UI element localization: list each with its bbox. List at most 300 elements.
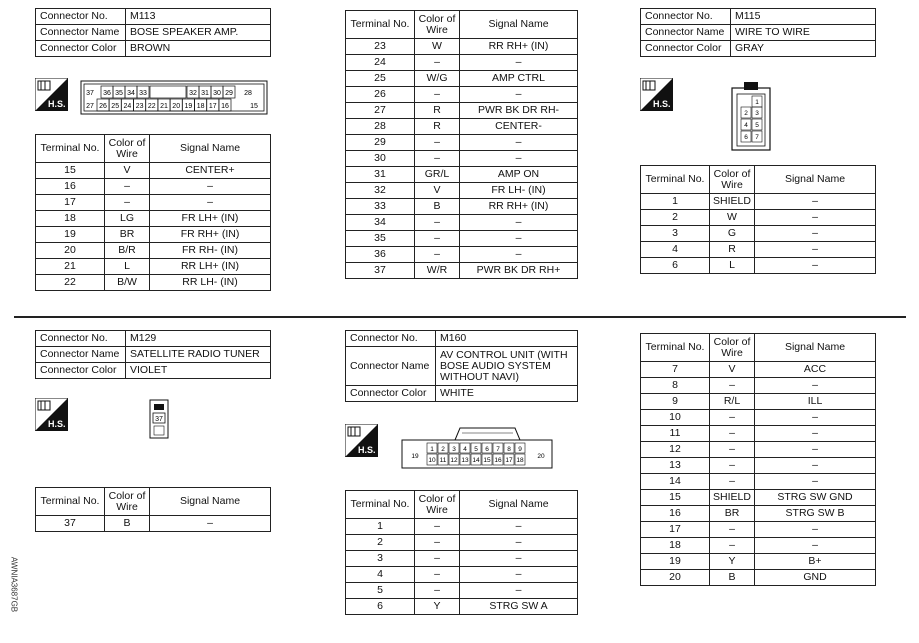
table-row	[641, 458, 876, 474]
wire-color-cell: R	[710, 242, 755, 258]
table-row	[641, 194, 876, 210]
m113-connector-name: BOSE SPEAKER AMP.	[126, 25, 271, 41]
table-row	[346, 167, 578, 183]
table-row	[641, 258, 876, 274]
pin-label: 17	[208, 103, 217, 110]
hs-harness-side-icon	[35, 78, 68, 111]
wire-color-cell: –	[415, 519, 460, 535]
wire-color-cell: –	[415, 247, 460, 263]
pin-label: 10	[428, 457, 436, 464]
header-signal-name: Signal Name	[755, 166, 876, 194]
wire-color-cell: V	[415, 183, 460, 199]
pin-label: 27	[86, 103, 94, 110]
table-row	[346, 247, 578, 263]
signal-name-cell: PWR BK DR RH+	[460, 263, 578, 279]
table-row	[346, 199, 578, 215]
label-connector-name: Connector Name	[36, 347, 126, 363]
header-signal-name: Signal Name	[755, 334, 876, 362]
wire-color-cell: –	[710, 522, 755, 538]
header-terminal-no: Terminal No.	[346, 491, 415, 519]
terminal-no-cell: 37	[346, 263, 415, 279]
header-signal-name: Signal Name	[460, 491, 578, 519]
m129-connector-name: SATELLITE RADIO TUNER	[126, 347, 271, 363]
pin-label: 34	[127, 90, 135, 97]
signal-name-cell: –	[460, 55, 578, 71]
label-connector-color: Connector Color	[36, 41, 126, 57]
pin-label: 20	[537, 453, 545, 460]
svg-text:H.S.: H.S.	[48, 419, 66, 429]
pin-label: 22	[147, 103, 156, 110]
signal-name-cell: –	[755, 242, 876, 258]
terminal-no-cell: 31	[346, 167, 415, 183]
terminal-no-cell: 15	[36, 163, 105, 179]
header-terminal-no: Terminal No.	[641, 166, 710, 194]
table-row	[346, 215, 578, 231]
wire-color-cell: W	[415, 39, 460, 55]
table-row	[346, 135, 578, 151]
table-row	[36, 179, 271, 195]
label-connector-no: Connector No.	[346, 331, 436, 347]
pin-label: 9	[518, 446, 522, 453]
wire-color-cell: BR	[105, 227, 150, 243]
label-connector-no: Connector No.	[641, 9, 731, 25]
terminal-no-cell: 19	[641, 554, 710, 570]
terminal-no-cell: 9	[641, 394, 710, 410]
terminal-no-cell: 22	[36, 275, 105, 291]
m113-connector-face	[80, 80, 270, 116]
table-row	[641, 442, 876, 458]
table-row	[346, 599, 578, 615]
signal-name-cell: RR RH+ (IN)	[460, 199, 578, 215]
signal-name-cell: STRG SW B	[755, 506, 876, 522]
terminal-no-cell: 28	[346, 119, 415, 135]
pin-label: 5	[755, 122, 759, 129]
svg-text:H.S.: H.S.	[653, 99, 671, 109]
pin-label: 21	[160, 103, 168, 110]
m115-connector-name: WIRE TO WIRE	[731, 25, 876, 41]
terminal-no-cell: 21	[36, 259, 105, 275]
pin-label: 37	[155, 416, 163, 423]
pin-label: 7	[755, 134, 759, 141]
wire-color-cell: Y	[415, 599, 460, 615]
header-color-of-wire: Color of Wire	[710, 166, 755, 194]
wire-color-cell: W	[710, 210, 755, 226]
wire-color-cell: –	[415, 535, 460, 551]
signal-name-cell: B+	[755, 554, 876, 570]
wire-color-cell: Y	[710, 554, 755, 570]
wire-color-cell: –	[415, 583, 460, 599]
header-terminal-no: Terminal No.	[641, 334, 710, 362]
pin-label: 12	[450, 457, 458, 464]
pin-label: 35	[115, 90, 123, 97]
table-row	[346, 583, 578, 599]
header-terminal-no: Terminal No.	[346, 11, 415, 39]
pin-label: 32	[189, 90, 197, 97]
pin-label: 1	[755, 99, 759, 106]
terminal-no-cell: 12	[641, 442, 710, 458]
m160-connector-color: WHITE	[436, 386, 578, 402]
header-color-of-wire: Color of Wire	[105, 135, 150, 163]
table-row	[641, 410, 876, 426]
terminal-no-cell: 26	[346, 87, 415, 103]
pin-label: 20	[172, 103, 181, 110]
terminal-no-cell: 13	[641, 458, 710, 474]
pin-label: 8	[507, 446, 511, 453]
terminal-no-cell: 3	[641, 226, 710, 242]
pin-label: 28	[244, 90, 252, 97]
pin-label: 15	[483, 457, 491, 464]
table-row	[36, 211, 271, 227]
terminal-no-cell: 2	[641, 210, 710, 226]
signal-name-cell: –	[460, 247, 578, 263]
m115-terminal-table	[640, 165, 876, 274]
terminal-no-cell: 25	[346, 71, 415, 87]
pin-label: 14	[472, 457, 480, 464]
header-signal-name: Signal Name	[150, 488, 271, 516]
wire-color-cell: –	[105, 179, 150, 195]
m129-connector-no: M129	[126, 331, 271, 347]
terminal-no-cell: 37	[36, 516, 105, 532]
table-row	[346, 551, 578, 567]
label-connector-color: Connector Color	[36, 363, 126, 379]
signal-name-cell: –	[755, 378, 876, 394]
terminal-no-cell: 10	[641, 410, 710, 426]
terminal-no-cell: 33	[346, 199, 415, 215]
signal-name-cell: FR RH- (IN)	[150, 243, 271, 259]
table-row	[641, 506, 876, 522]
terminal-no-cell: 27	[346, 103, 415, 119]
pin-label: 29	[225, 90, 233, 97]
wire-color-cell: B/R	[105, 243, 150, 259]
pin-label: 30	[213, 90, 221, 97]
wire-color-cell: L	[710, 258, 755, 274]
signal-name-cell: RR LH+ (IN)	[150, 259, 271, 275]
signal-name-cell: –	[755, 474, 876, 490]
terminal-no-cell: 30	[346, 151, 415, 167]
terminal-no-cell: 1	[346, 519, 415, 535]
pin-label: 31	[201, 90, 209, 97]
signal-name-cell: –	[460, 87, 578, 103]
signal-name-cell: RR RH+ (IN)	[460, 39, 578, 55]
table-row	[641, 570, 876, 586]
table-row	[346, 183, 578, 199]
signal-name-cell: –	[755, 258, 876, 274]
signal-name-cell: –	[460, 519, 578, 535]
table-row	[346, 119, 578, 135]
m160-connector-name: AV CONTROL UNIT (WITH BOSE AUDIO SYSTEM WITHOUT NAVI)	[436, 347, 578, 386]
signal-name-cell: –	[460, 231, 578, 247]
wire-color-cell: V	[710, 362, 755, 378]
label-connector-no: Connector No.	[36, 9, 126, 25]
table-row	[641, 242, 876, 258]
header-signal-name: Signal Name	[150, 135, 271, 163]
m160-terminal-table-part1	[345, 490, 578, 615]
terminal-no-cell: 15	[641, 490, 710, 506]
signal-name-cell: GND	[755, 570, 876, 586]
table-row	[36, 227, 271, 243]
terminal-no-cell: 24	[346, 55, 415, 71]
signal-name-cell: –	[460, 551, 578, 567]
m115-connector-color: GRAY	[731, 41, 876, 57]
terminal-no-cell: 4	[346, 567, 415, 583]
signal-name-cell: AMP ON	[460, 167, 578, 183]
terminal-no-cell: 14	[641, 474, 710, 490]
signal-name-cell: –	[460, 583, 578, 599]
signal-name-cell: –	[755, 442, 876, 458]
header-terminal-no: Terminal No.	[36, 488, 105, 516]
terminal-no-cell: 17	[36, 195, 105, 211]
signal-name-cell: ILL	[755, 394, 876, 410]
wire-color-cell: B/W	[105, 275, 150, 291]
table-row	[641, 554, 876, 570]
pin-label: 6	[744, 134, 748, 141]
terminal-no-cell: 3	[346, 551, 415, 567]
pin-label: 1	[430, 446, 434, 453]
pin-label: 6	[485, 446, 489, 453]
label-connector-color: Connector Color	[641, 41, 731, 57]
wire-color-cell: BR	[710, 506, 755, 522]
signal-name-cell: –	[150, 195, 271, 211]
wire-color-cell: –	[710, 426, 755, 442]
wire-color-cell: R	[415, 119, 460, 135]
signal-name-cell: –	[755, 458, 876, 474]
table-row	[36, 516, 271, 532]
table-row	[346, 151, 578, 167]
wire-color-cell: –	[415, 215, 460, 231]
terminal-no-cell: 4	[641, 242, 710, 258]
table-row	[641, 522, 876, 538]
table-row	[641, 538, 876, 554]
m160-terminal-table-part2	[640, 333, 876, 586]
wire-color-cell: –	[415, 87, 460, 103]
table-row	[641, 490, 876, 506]
terminal-no-cell: 16	[36, 179, 105, 195]
signal-name-cell: –	[755, 426, 876, 442]
table-row	[641, 474, 876, 490]
signal-name-cell: –	[460, 215, 578, 231]
figure-id: AWNIA3687GB	[9, 556, 19, 613]
signal-name-cell: FR LH- (IN)	[460, 183, 578, 199]
wire-color-cell: V	[105, 163, 150, 179]
wire-color-cell: W/R	[415, 263, 460, 279]
wire-color-cell: –	[710, 538, 755, 554]
terminal-no-cell: 20	[36, 243, 105, 259]
wire-color-cell: –	[415, 55, 460, 71]
signal-name-cell: CENTER+	[150, 163, 271, 179]
m113-connector-color: BROWN	[126, 41, 271, 57]
signal-name-cell: FR RH+ (IN)	[150, 227, 271, 243]
m160-connector-no: M160	[436, 331, 578, 347]
table-row	[36, 195, 271, 211]
pin-label: 4	[463, 446, 467, 453]
signal-name-cell: –	[150, 179, 271, 195]
table-row	[641, 210, 876, 226]
pin-label: 26	[99, 103, 107, 110]
terminal-no-cell: 11	[641, 426, 710, 442]
signal-name-cell: STRG SW A	[460, 599, 578, 615]
wire-color-cell: SHIELD	[710, 194, 755, 210]
signal-name-cell: –	[460, 535, 578, 551]
table-row	[346, 567, 578, 583]
terminal-no-cell: 17	[641, 522, 710, 538]
pin-label: 2	[744, 110, 748, 117]
hs-harness-side-icon	[345, 424, 378, 457]
pin-label: 11	[439, 457, 447, 464]
signal-name-cell: –	[460, 135, 578, 151]
pin-label: 17	[505, 457, 513, 464]
header-color-of-wire: Color of Wire	[710, 334, 755, 362]
terminal-no-cell: 20	[641, 570, 710, 586]
signal-name-cell: CENTER-	[460, 119, 578, 135]
terminal-no-cell: 36	[346, 247, 415, 263]
table-row	[641, 226, 876, 242]
table-row	[346, 519, 578, 535]
wire-color-cell: R	[415, 103, 460, 119]
wire-color-cell: –	[415, 231, 460, 247]
table-row	[346, 87, 578, 103]
hs-harness-side-icon	[35, 398, 68, 431]
pin-label: 7	[496, 446, 500, 453]
terminal-no-cell: 1	[641, 194, 710, 210]
wire-color-cell: –	[710, 410, 755, 426]
table-row	[346, 55, 578, 71]
table-row	[346, 231, 578, 247]
terminal-no-cell: 8	[641, 378, 710, 394]
m129-terminal-table	[35, 487, 271, 532]
table-row	[641, 362, 876, 378]
signal-name-cell: –	[460, 567, 578, 583]
pin-label: 13	[461, 457, 469, 464]
header-terminal-no: Terminal No.	[36, 135, 105, 163]
m115-connector-face	[730, 80, 774, 152]
m113-connector-no: M113	[126, 9, 271, 25]
wire-color-cell: R/L	[710, 394, 755, 410]
signal-name-cell: –	[460, 151, 578, 167]
pin-label: 19	[184, 103, 193, 110]
terminal-no-cell: 6	[346, 599, 415, 615]
wire-color-cell: –	[710, 474, 755, 490]
wire-color-cell: B	[710, 570, 755, 586]
pin-label: 5	[474, 446, 478, 453]
m129-connector-face	[148, 398, 170, 440]
wire-color-cell: –	[710, 378, 755, 394]
pin-label: 37	[86, 90, 94, 97]
m129-connector-color: VIOLET	[126, 363, 271, 379]
signal-name-cell: FR LH+ (IN)	[150, 211, 271, 227]
table-row	[641, 378, 876, 394]
m113-connector-info	[35, 8, 271, 57]
terminal-no-cell: 29	[346, 135, 415, 151]
pin-label: 23	[135, 103, 144, 110]
m129-connector-info	[35, 330, 271, 379]
signal-name-cell: ACC	[755, 362, 876, 378]
table-row	[346, 263, 578, 279]
wire-color-cell: –	[415, 551, 460, 567]
table-row	[346, 103, 578, 119]
pin-label: 36	[103, 90, 111, 97]
terminal-no-cell: 18	[36, 211, 105, 227]
header-color-of-wire: Color of Wire	[105, 488, 150, 516]
pin-label: 15	[250, 103, 258, 110]
pin-label: 3	[452, 446, 456, 453]
pin-label: 18	[516, 457, 524, 464]
pin-label: 16	[221, 103, 229, 110]
wire-color-cell: –	[105, 195, 150, 211]
wire-color-cell: GR/L	[415, 167, 460, 183]
table-row	[346, 535, 578, 551]
pin-label: 4	[744, 122, 748, 129]
svg-text:H.S.: H.S.	[358, 445, 376, 455]
signal-name-cell: –	[150, 516, 271, 532]
table-row	[346, 39, 578, 55]
wire-color-cell: –	[710, 442, 755, 458]
signal-name-cell: AMP CTRL	[460, 71, 578, 87]
wire-color-cell: G	[710, 226, 755, 242]
signal-name-cell: RR LH- (IN)	[150, 275, 271, 291]
table-row	[36, 243, 271, 259]
label-connector-name: Connector Name	[346, 347, 436, 386]
terminal-no-cell: 19	[36, 227, 105, 243]
table-row	[346, 71, 578, 87]
m113-terminal-table-part1	[35, 134, 271, 291]
label-connector-name: Connector Name	[641, 25, 731, 41]
signal-name-cell: –	[755, 538, 876, 554]
pin-label: 16	[494, 457, 502, 464]
header-signal-name: Signal Name	[460, 11, 578, 39]
signal-name-cell: –	[755, 210, 876, 226]
wire-color-cell: –	[415, 135, 460, 151]
terminal-no-cell: 32	[346, 183, 415, 199]
wire-color-cell: W/G	[415, 71, 460, 87]
pin-label: 3	[755, 110, 759, 117]
label-connector-color: Connector Color	[346, 386, 436, 402]
table-row	[641, 426, 876, 442]
terminal-no-cell: 35	[346, 231, 415, 247]
wire-color-cell: B	[415, 199, 460, 215]
table-row	[36, 259, 271, 275]
signal-name-cell: –	[755, 410, 876, 426]
pin-label: 18	[196, 103, 205, 110]
m160-connector-face	[400, 424, 560, 470]
table-row	[36, 163, 271, 179]
wire-color-cell: B	[105, 516, 150, 532]
pin-label: 2	[441, 446, 445, 453]
signal-name-cell: –	[755, 194, 876, 210]
terminal-no-cell: 23	[346, 39, 415, 55]
label-connector-no: Connector No.	[36, 331, 126, 347]
table-row	[36, 275, 271, 291]
wire-color-cell: LG	[105, 211, 150, 227]
header-color-of-wire: Color of Wire	[415, 11, 460, 39]
terminal-no-cell: 34	[346, 215, 415, 231]
svg-text:H.S.: H.S.	[48, 99, 66, 109]
wire-color-cell: –	[415, 151, 460, 167]
terminal-no-cell: 7	[641, 362, 710, 378]
terminal-no-cell: 18	[641, 538, 710, 554]
terminal-no-cell: 16	[641, 506, 710, 522]
signal-name-cell: –	[755, 522, 876, 538]
terminal-no-cell: 5	[346, 583, 415, 599]
hs-harness-side-icon	[640, 78, 673, 111]
terminal-no-cell: 6	[641, 258, 710, 274]
pin-label: 25	[111, 103, 120, 110]
signal-name-cell: –	[755, 226, 876, 242]
section-divider	[14, 316, 906, 318]
wire-color-cell: SHIELD	[710, 490, 755, 506]
m160-connector-info	[345, 330, 578, 402]
m113-terminal-table-part2	[345, 10, 578, 279]
wire-color-cell: –	[415, 567, 460, 583]
